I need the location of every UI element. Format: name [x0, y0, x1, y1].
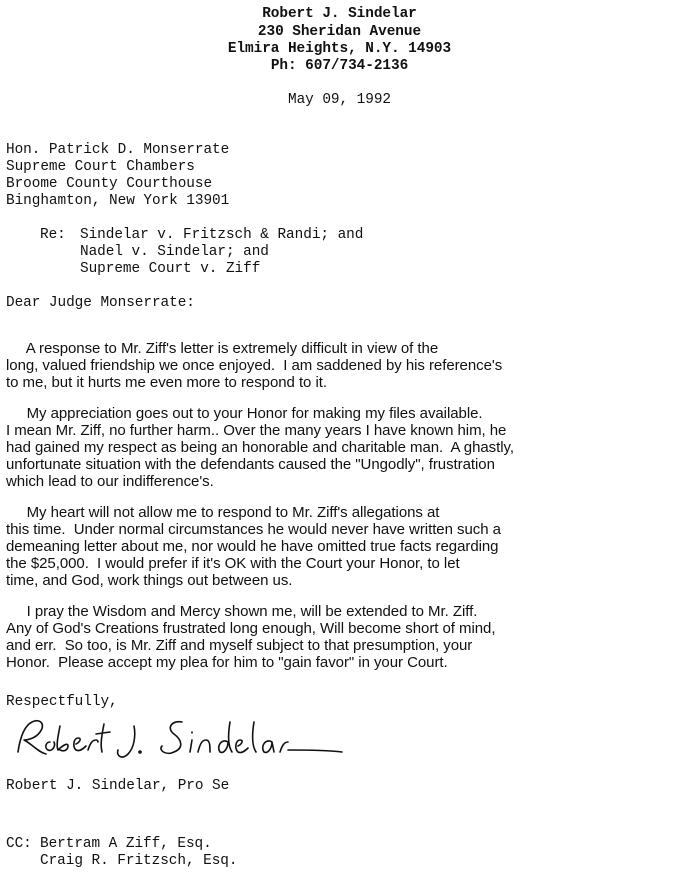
- paragraph-2-line-2: I mean Mr. Ziff, no further harm.. Over the many years I have known him, he: [6, 422, 507, 439]
- paragraph-3-line-2: this time. Under normal circumstances he would never have written such a: [6, 521, 501, 538]
- recipient-line-2: Supreme Court Chambers: [6, 159, 195, 175]
- recipient-line-4: Binghamton, New York 13901: [6, 193, 230, 209]
- paragraph-1-line-3: to me, but it hurts me even more to respond to it.: [6, 374, 327, 391]
- cc-line-2: Craig R. Fritzsch, Esq.: [40, 853, 238, 869]
- signature-block: Robert J. Sindelar, Pro Se: [6, 778, 230, 794]
- paragraph-2-line-3: had gained my respect as being an honorable and charitable man. A ghastly,: [6, 439, 514, 456]
- paragraph-2-line-4: unfortunate situation with the defendants caused the "Ungodly", frustration: [6, 456, 495, 473]
- paragraph-1-line-2: long, valued friendship we once enjoyed. I am saddened by his reference's: [6, 357, 503, 374]
- letterhead-name: Robert J. Sindelar: [262, 6, 417, 22]
- closing: Respectfully,: [6, 694, 118, 710]
- paragraph-2-line-5: which lead to our indifference's.: [6, 473, 214, 490]
- handwritten-signature: [6, 712, 346, 768]
- re-line-1: Sindelar v. Fritzsch & Randi; and: [80, 227, 364, 243]
- paragraph-3-line-3: demeaning letter about me, nor would he have omitted true facts regarding: [6, 538, 499, 555]
- salutation: Dear Judge Monserrate:: [6, 295, 195, 311]
- cc-line-1: Bertram A Ziff, Esq.: [40, 836, 212, 852]
- paragraph-4-line-3: and err. So too, is Mr. Ziff and myself subject to that presumption, your: [6, 637, 473, 654]
- paragraph-1-line-1: A response to Mr. Ziff's letter is extremely difficult in view of the: [6, 340, 439, 357]
- cc-label: CC:: [6, 836, 32, 852]
- re-label: Re:: [40, 227, 66, 243]
- paragraph-4-line-4: Honor. Please accept my plea for him to "gain favor" in your Court.: [6, 654, 448, 671]
- recipient-line-3: Broome County Courthouse: [6, 176, 213, 192]
- letterhead-city: Elmira Heights, N.Y. 14903: [227, 41, 452, 57]
- paragraph-3-line-5: time, and God, work things out between us.: [6, 572, 293, 589]
- letter-date: May 09, 1992: [287, 92, 392, 108]
- re-line-3: Supreme Court v. Ziff: [80, 261, 261, 277]
- paragraph-4-line-1: I pray the Wisdom and Mercy shown me, will be extended to Mr. Ziff.: [6, 603, 478, 620]
- letterhead-phone: Ph: 607/734-2136: [270, 58, 409, 74]
- re-line-2: Nadel v. Sindelar; and: [80, 244, 269, 260]
- paragraph-3-line-1: My heart will not allow me to respond to Mr. Ziff's allegations at: [6, 504, 440, 521]
- paragraph-3-line-4: the $25,000. I would prefer if it's OK with the Court your Honor, to let: [6, 555, 460, 572]
- recipient-line-1: Hon. Patrick D. Monserrate: [6, 142, 230, 158]
- paragraph-4-line-2: Any of God's Creations frustrated long enough, Will become short of mind,: [6, 620, 496, 637]
- paragraph-2-line-1: My appreciation goes out to your Honor for making my files available.: [6, 405, 483, 422]
- letterhead-street: 230 Sheridan Avenue: [257, 24, 422, 40]
